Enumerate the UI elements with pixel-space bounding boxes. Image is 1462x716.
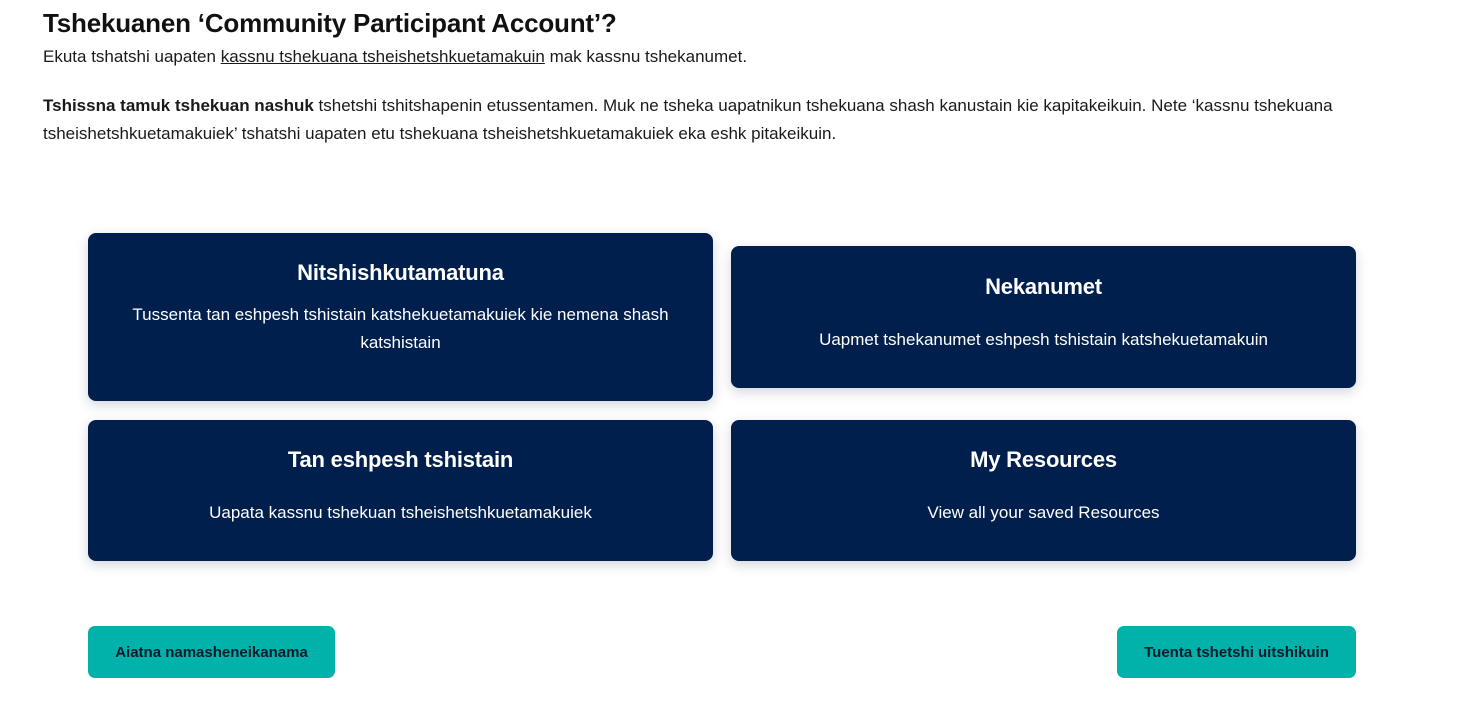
description-text: tshetshi tshitshapenin etussentamen. Muk ne tsheka uapatnikun tshekuana shash kanustain kie kapitakeikuin. Nete ‘kassnu tshekuana tsheishetshkuetamakuiek’ tshatshi uapaten etu tshekuana tsheishetshkuetamakuiek eka eshk pitakeikuin.	[43, 96, 1333, 143]
card-title: Nekanumet	[985, 274, 1102, 299]
intro-prefix: Ekuta tshatshi uapaten	[43, 47, 221, 66]
card-nekanumet[interactable]	[731, 246, 1356, 388]
card-nitshishkutamatuna[interactable]	[88, 233, 713, 401]
card-description: Tussenta tan eshpesh tshistain katshekuetamakuiek kie nemena shash katshistain	[132, 305, 669, 352]
card-title: Tan eshpesh tshistain	[287, 447, 514, 472]
description-paragraph	[43, 92, 1373, 148]
card-description: Uapata kassnu tshekuan tsheishetshkuetamakuiek	[209, 503, 592, 522]
intro-text	[43, 45, 747, 69]
card-my-resources[interactable]	[731, 420, 1356, 561]
intro-suffix: mak kassnu tshekanumet.	[544, 47, 748, 66]
next-button[interactable]: Tuenta tshetshi uitshikuin	[1117, 626, 1356, 678]
description-bold: Tshissna tamuk tshekuan nashuk	[43, 96, 314, 115]
saved-resources-link[interactable]: kassnu tshekuana tsheishetshkuetamakuin	[220, 47, 545, 66]
card-tan-eshpesh-tshistain[interactable]	[88, 420, 713, 561]
card-description: Uapmet tshekanumet eshpesh tshistain katshekuetamakuin	[819, 330, 1268, 349]
page-title: Tshekuanen ‘Community Participant Account’?	[43, 8, 617, 38]
card-description: View all your saved Resources	[927, 503, 1160, 522]
back-button[interactable]: Aiatna namasheneikanama	[88, 626, 335, 678]
card-title: My Resources	[970, 447, 1117, 472]
card-title: Nitshishkutamatuna	[297, 260, 504, 285]
